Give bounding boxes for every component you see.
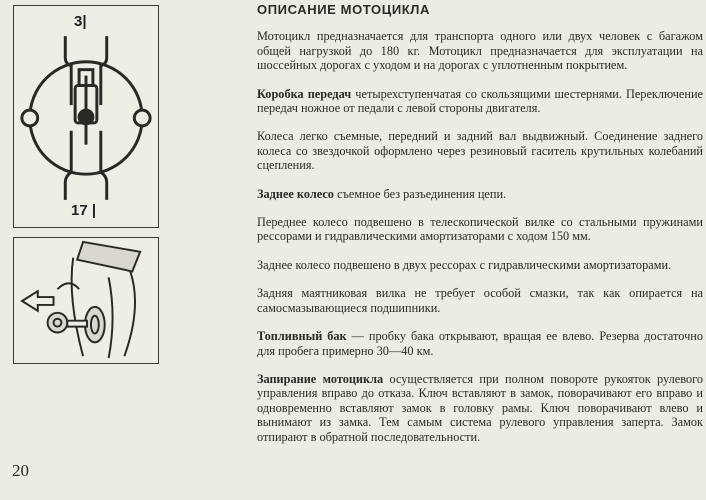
steering-lock-figure [13,237,159,364]
lock-dial-drawing [14,6,158,227]
right-notch-circle [134,110,150,126]
lock-dial-figure [13,5,159,228]
fork-right [124,271,135,356]
bottom-slot-left [65,131,71,200]
top-slot-right [101,36,107,105]
turn-arrow [22,291,53,311]
paragraph-swingarm: Задняя маятниковая вилка не требует особой смазки, так как опирается на самосмазывающиеся подшипники. [257,286,703,315]
paragraph-rear-wheel: Заднее колесо съемное без разъединения цепи. [257,186,507,201]
key-blade [67,321,87,327]
paragraph-rear-suspension: Заднее колесо подвешено в двух рессорах с гидравлическими амортизаторами. [257,257,672,272]
top-slot-left [65,36,71,105]
dial-bottom-label: 17 | [71,202,97,219]
paragraph-fuel-tank: Топливный бак — пробку бака открывают, вращая ее влево. Резерва достаточно для пробега примерно 30—40 км. [257,329,703,358]
bottom-slot-right [101,131,107,200]
steering-lock-drawing [14,238,158,363]
left-notch-circle [22,110,38,126]
page-title: ОПИСАНИЕ МОТОЦИКЛА [257,2,431,17]
text-column [257,3,703,458]
paragraph-wheels: Колеса легко съемные, передний и задний вал выдвижный. Соединение заднего колеса со звездочкой оформлено через резиновый гаситель крутильных колебаний сцепления. [257,129,703,173]
key-bow [48,313,68,333]
paragraph-gearbox: Коробка передач четырехступенчатая со скользящими шестернями. Переключение передач ножное от педали с левой стороны двигателя. [257,86,703,116]
paragraph-intro: Мотоцикл предназначается для транспорта одного или двух человек с багажом общей нагрузкой до 180 кг. Мотоцикл предназначается для эксплуатации на шоссейных дорогах с уходом и на дорогах с уплотненным покрытием. [257,29,703,73]
paragraph-front-suspension: Переднее колесо подвешено в телескопической вилке со стальными пружинами рессорами и гидравлическими амортизаторами с ходом 150 мм. [257,215,703,244]
page-number: 20 [12,461,29,480]
paragraph-locking: Запирание мотоцикла осуществляется при полном повороте рукояток рулевого управления вправо до отказа. Ключ вставляют в замок, поворачивают его вправо и одновременно вставляют замок в головку рамы. Ключ поворачивают влево и вынимают из замка. Тем самым система рулевого управления заперта. Замок отпирают в обратной последовательности. [257,371,703,444]
dial-top-label: 3| [74,13,87,30]
frame-tube [77,242,140,272]
fork-left [72,258,83,356]
